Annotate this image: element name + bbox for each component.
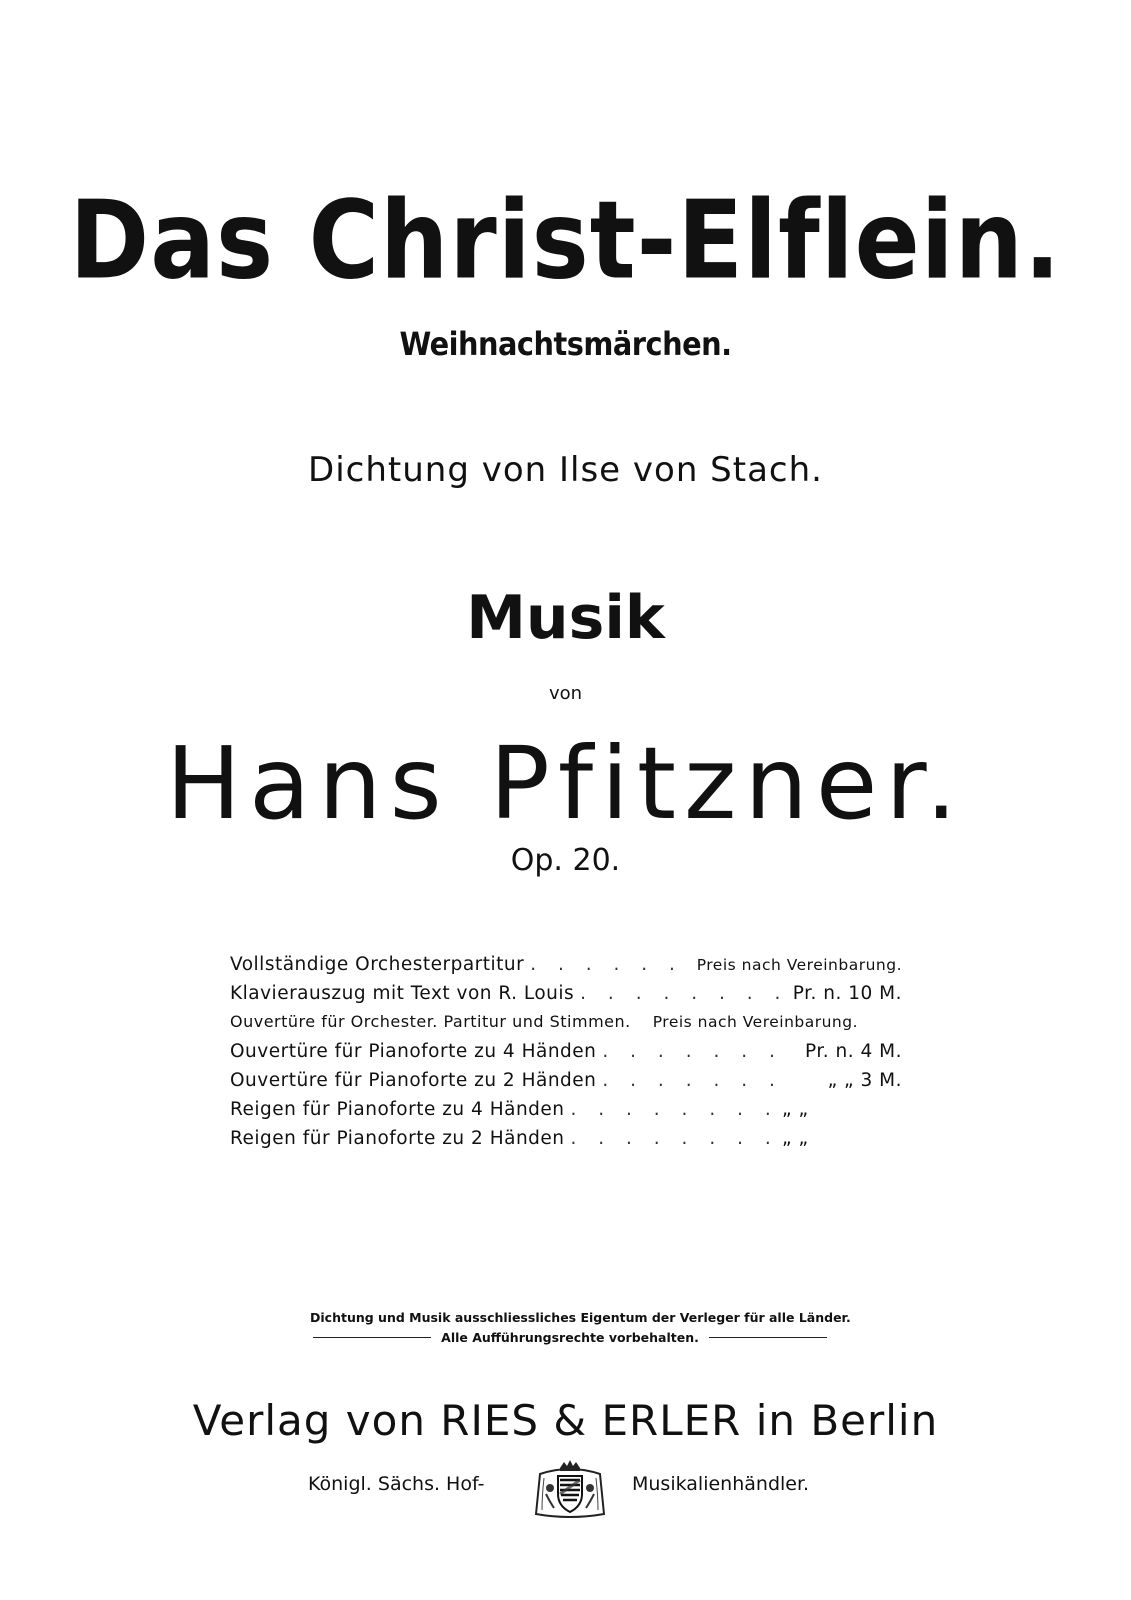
footer-left: Königl. Sächs. Hof- xyxy=(308,1473,485,1495)
price-value: Preis nach Vereinbarung. xyxy=(652,1013,859,1031)
price-item: Ouvertüre für Pianoforte zu 2 Händen xyxy=(230,1070,597,1091)
opus-number: Op. 20. xyxy=(510,843,621,878)
price-row xyxy=(230,954,902,983)
publisher-line: Verlag von RIES & ERLER in Berlin xyxy=(192,1396,939,1445)
rights-line-2-wrapper xyxy=(310,1330,830,1345)
price-item: Klavierauszug mit Text von R. Louis xyxy=(230,983,575,1004)
poet-credit: Dichtung von Ilse von Stach. xyxy=(308,450,823,490)
price-row xyxy=(230,983,902,1012)
leader-dots xyxy=(596,1070,782,1091)
price-value: „ „ xyxy=(782,1099,809,1120)
price-value: Pr. n. 4 M. xyxy=(805,1041,902,1062)
price-item: Vollständige Orchesterpartitur xyxy=(230,954,525,975)
price-list xyxy=(230,954,902,1157)
royal-coat-of-arms-icon xyxy=(534,1458,606,1520)
price-row xyxy=(230,1070,902,1099)
price-value: Pr. n. 10 M. xyxy=(792,983,902,1004)
rights-line-1: Dichtung und Musik ausschliessliches Eigentum der Verleger für alle Länder. xyxy=(310,1310,851,1325)
footer-right: Musikalienhändler. xyxy=(632,1473,810,1495)
price-row xyxy=(230,1012,902,1041)
price-value: Preis nach Vereinbarung. xyxy=(696,956,902,974)
price-row xyxy=(230,1099,902,1128)
by-label: von xyxy=(548,683,583,704)
price-item: Ouvertüre für Pianoforte zu 4 Händen xyxy=(230,1041,597,1062)
rights-line-2: Alle Aufführungsrechte vorbehalten. xyxy=(441,1330,699,1345)
leader-dots xyxy=(565,1128,782,1149)
divider xyxy=(709,1337,827,1338)
price-row xyxy=(230,1128,902,1157)
price-value: „ „ xyxy=(782,1128,809,1149)
subtitle: Weihnachtsmärchen. xyxy=(399,325,732,363)
leader-dots xyxy=(565,1099,782,1120)
page-title: Das Christ-Elflein. xyxy=(69,178,1062,304)
leader-dots xyxy=(524,954,696,975)
divider xyxy=(313,1337,431,1338)
rights-notice xyxy=(310,1310,851,1345)
composer-name: Hans Pfitzner. xyxy=(165,725,966,842)
leader-dots xyxy=(574,983,782,1004)
price-item: Reigen für Pianoforte zu 2 Händen xyxy=(230,1128,565,1149)
price-item: Ouvertüre für Orchester. Partitur und Stimmen. xyxy=(230,1012,631,1031)
music-label: Musik xyxy=(466,583,665,653)
leader-dots xyxy=(596,1041,782,1062)
price-value: „ „ 3 M. xyxy=(827,1070,902,1091)
price-row xyxy=(230,1041,902,1070)
price-item: Reigen für Pianoforte zu 4 Händen xyxy=(230,1099,565,1120)
